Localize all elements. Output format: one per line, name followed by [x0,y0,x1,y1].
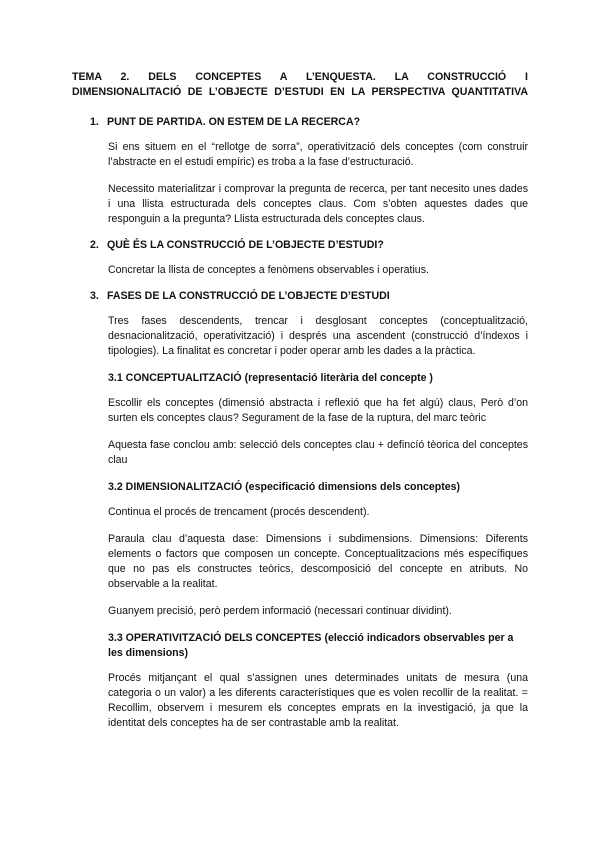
section-3-number: 3. [90,290,99,302]
subsection-3-2-paragraph-1: Continua el procés de trencament (procés descendent). [108,506,370,518]
subsection-3-1-paragraph-2: Aquesta fase conclou amb: selecció dels conceptes clau + defincíó tèorica del conceptes clau [108,439,528,466]
subsection-3-3-paragraph-1: Procés mitjançant el qual s’assignen unes determinades unitats de mesura (una categoria o un valor) a les diferents característiques que es volen recollir de la realitat. = Recollim, observem i mesurem els conceptes emprats en la investigació, ja que la identitat dels conceptes ha de ser contrastable amb la realitat. [108,672,528,729]
subsection-3-2-paragraph-3: Guanyem precisió, però perdem informació (necessari continuar dividint). [108,605,452,617]
subsection-3-2-heading [108,480,528,495]
subsection-3-3-title: 3.3 OPERATIVITZACIÓ DELS CONCEPTES [108,632,322,644]
section-1-title: PUNT DE PARTIDA. ON ESTEM DE LA RECERCA? [107,116,361,128]
title-line-1: TEMA 2. DELS CONCEPTES A L’ENQUESTA. LA CONSTRUCCIÓ I [72,71,528,83]
section-1 [72,115,528,227]
subsection-3-3-note: (elecció indicadors observables per a les dimensions) [108,632,514,659]
section-3-paragraph-1: Tres fases descendents, trencar i desglosant conceptes (conceptualització, desnacionalització, operativització) i després una ascendent (construcció d’índexos i tipologies). La finalitat es concretar i poder operar amb les dades a la pràctica. [108,315,528,357]
section-2-number: 2. [90,239,99,251]
section-3 [72,289,528,731]
subsection-3-3-heading [108,631,528,661]
section-3-title: FASES DE LA CONSTRUCCIÓ DE L’OBJECTE D’ESTUDI [107,290,390,302]
subsection-3-1-paragraph-1: Escollir els conceptes (dimensió abstracta i reflexió que ha fet algú) claus, Però d’on surten els conceptes claus? Segurament de la fase de la ruptura, del marc teòric [108,397,528,424]
subsection-3-1-note: (representació literària del concepte ) [244,372,433,384]
subsection-3-2-paragraph-2: Paraula clau d’aquesta dase: Dimensions i subdimensions. Dimensions: Diferents elements o factors que composen un concepte. Conceptualitzacions més específiques que no pas els constructes teòrics, descomposició del concepte en atributs. No observable a la realitat. [108,533,528,590]
subsection-3-2-title: 3.2 DIMENSIONALITZACIÓ [108,481,243,493]
section-2-title: QUÈ ÉS LA CONSTRUCCIÓ DE L’OBJECTE D’ESTUDI? [107,239,384,251]
subsection-3-1-heading [108,371,528,386]
subsection-3-1-title: 3.1 CONCEPTUALITZACIÓ [108,372,242,384]
section-1-paragraph-1: Si ens situem en el “rellotge de sorra”, operativització dels conceptes (com construir l’abstracte en el estudi empíric) es troba a la fase d’estructuració. [108,141,528,168]
title-line-2: DIMENSIONALITACIÓ DE L’OBJECTE D’ESTUDI EN LA PERSPECTIVA QUANTITATIVA [72,86,528,98]
document-title [72,70,528,100]
section-3-heading [90,289,528,304]
section-2 [72,238,528,278]
section-1-heading [90,115,528,130]
section-2-heading [90,238,528,253]
section-2-paragraph-1: Concretar la llista de conceptes a fenòmens observables i operatius. [108,264,429,276]
section-1-paragraph-2: Necessito materialitzar i comprovar la pregunta de recerca, per tant necesito unes dades i una llista estructurada dels conceptes claus. Com s’obten aquestes dades que responguin a la pregunta? Llista estructurada dels conceptes claus. [108,183,528,225]
subsection-3-2-note: (especificació dimensions dels conceptes) [245,481,461,493]
section-1-number: 1. [90,116,99,128]
